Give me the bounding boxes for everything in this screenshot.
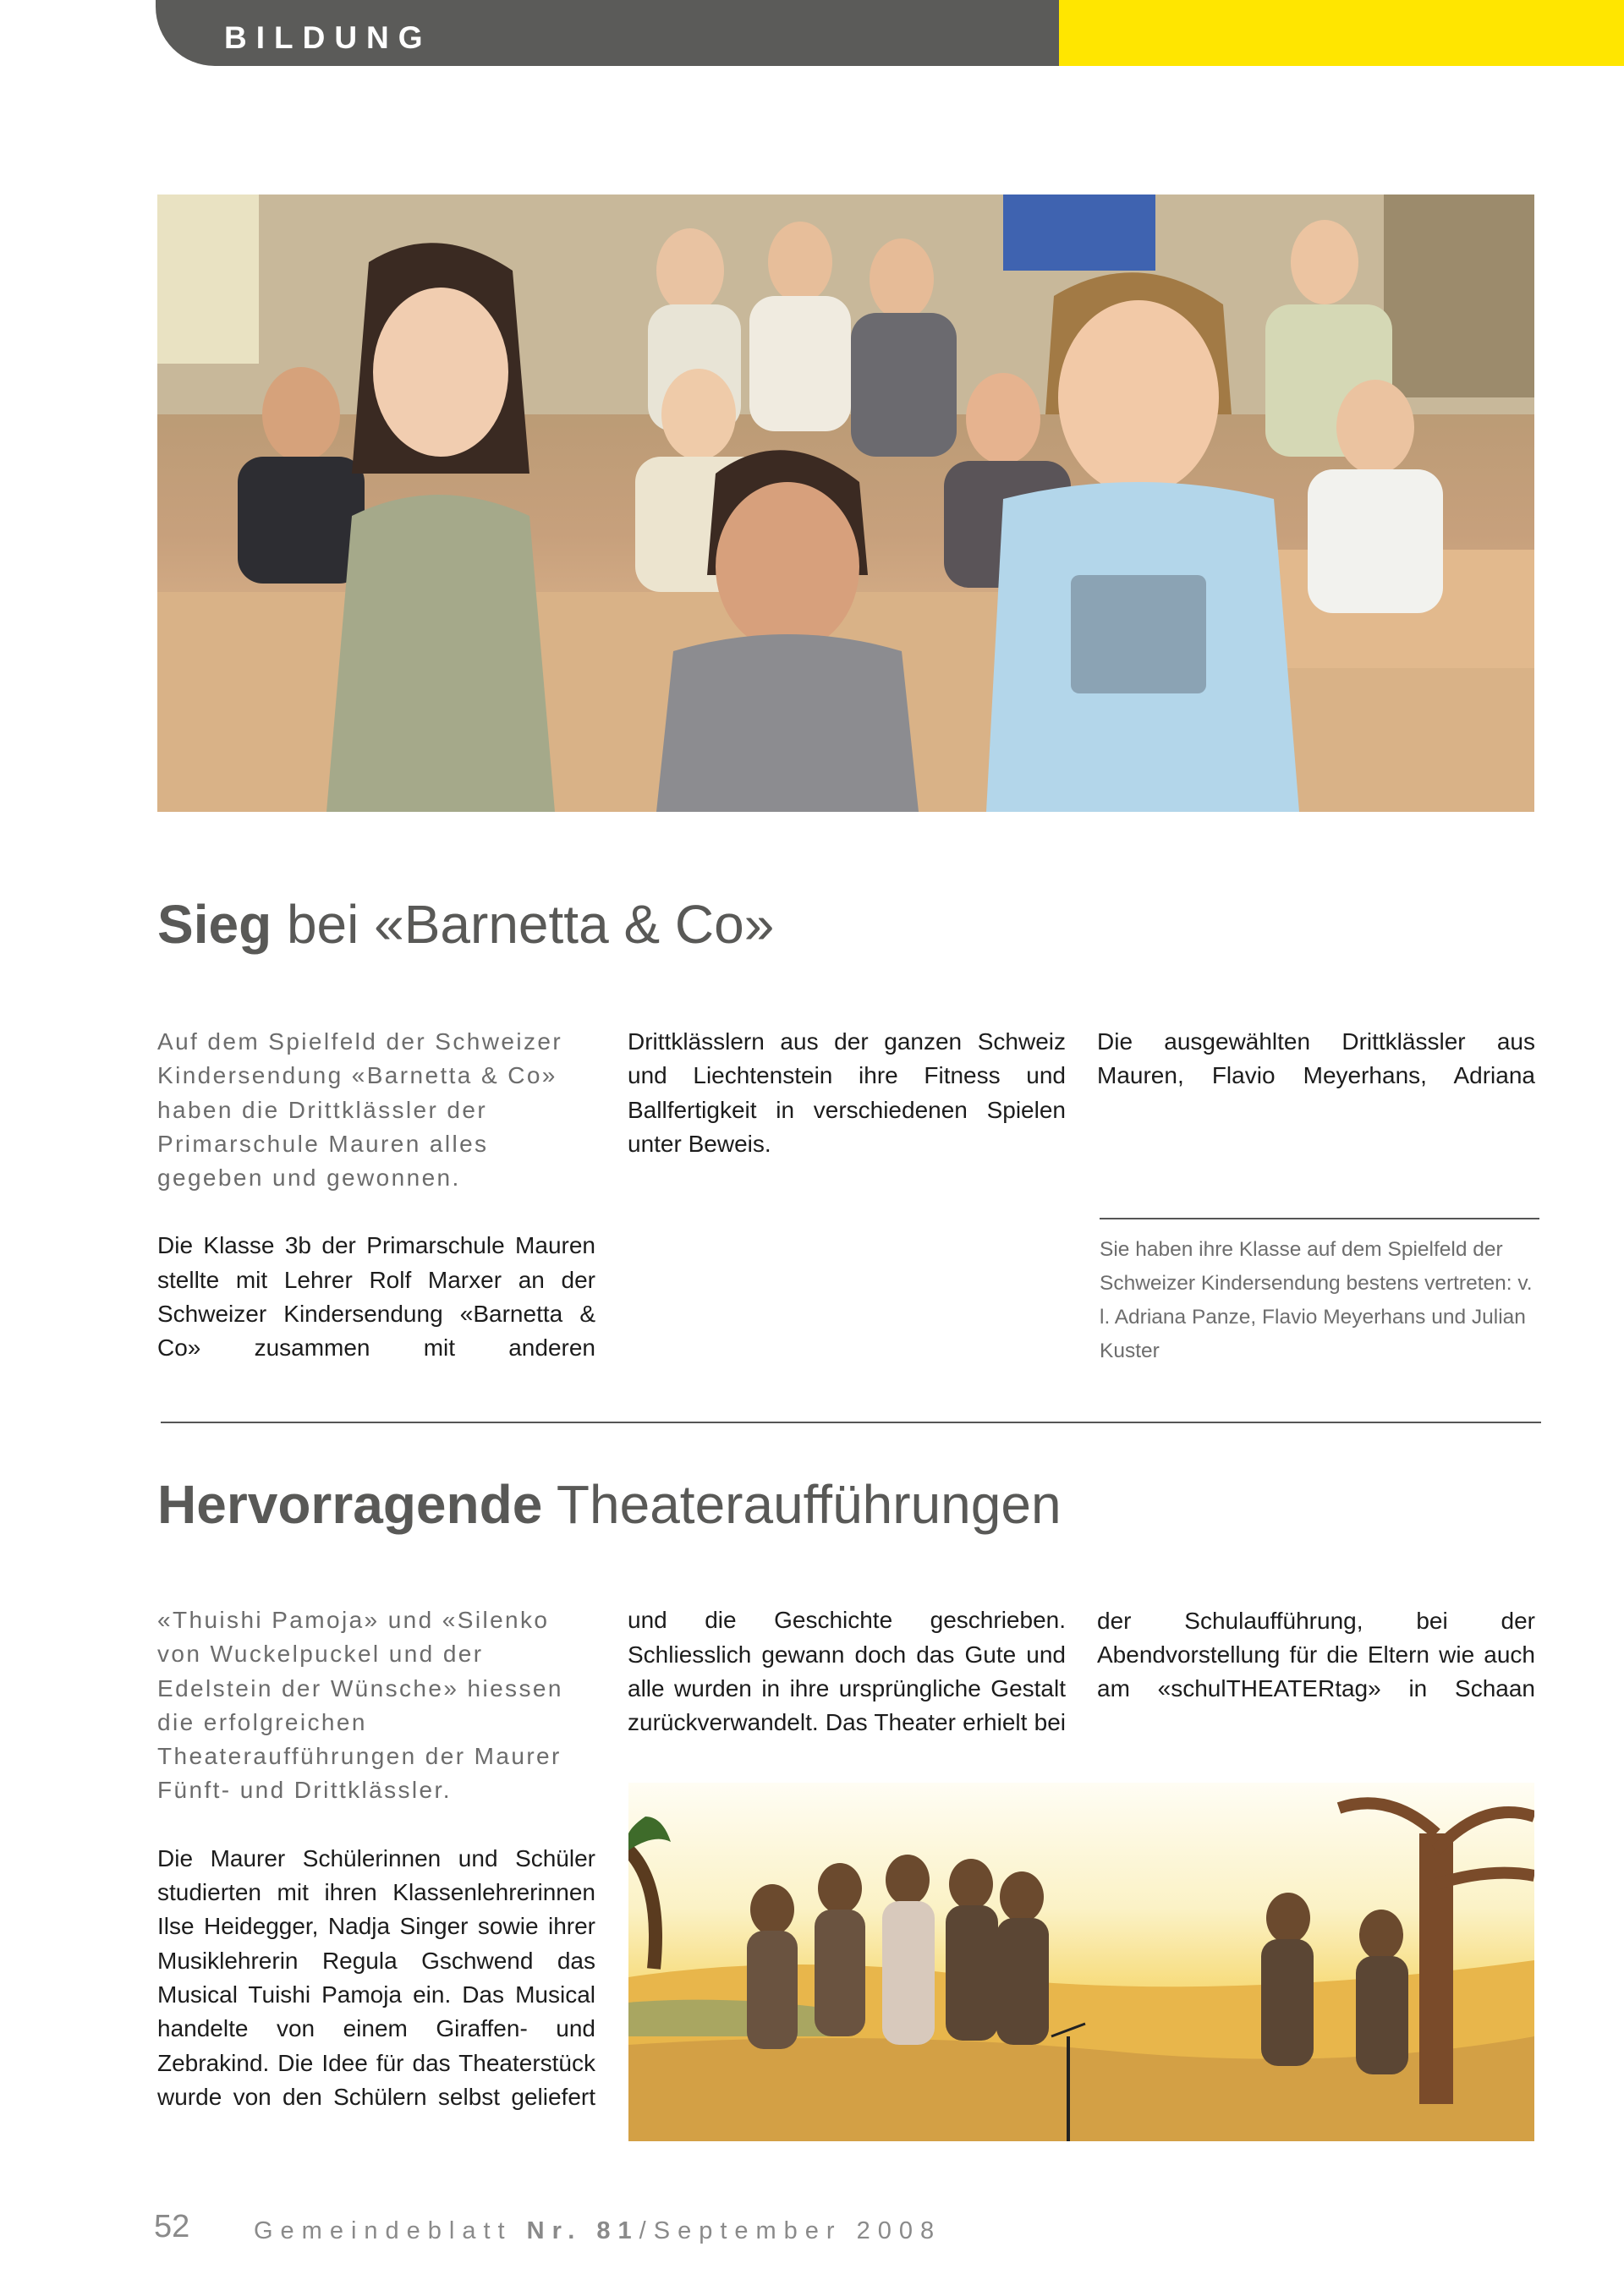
article2-paragraph-1-text: der Schulaufführung, bei der Abendvorstellung für die Eltern wie auch am «schulTHEATERtag» in Schaan [1097,1607,1535,1702]
issue-number: Nr. 81 [526,2217,639,2244]
section-label: BILDUNG [224,20,432,55]
photo-caption: Sie haben ihre Klasse auf dem Spielfeld der Schweizer Kindersendung bestens vertreten: v. l. Adriana Panze, Flavio Meyerhans und Julian Kuster [1100,1238,1533,1362]
theatre-photo [628,1783,1534,2141]
page-number: 52 [154,2209,190,2244]
article1-lead: Auf dem Spielfeld der Schweizer Kindersendung «Barnetta & Co» haben die Drittklässler der Primarschule Mauren alles gegeben und gewonnen. [157,1028,563,1192]
article2-paragraph-1-cont [628,1603,1066,1740]
article1-column-1 [157,1025,595,1365]
class-photo-illustration [157,195,1534,812]
article1-column-3 [1097,1025,1535,1093]
title-bold: Hervorragende [157,1474,543,1535]
publication-footer [254,2217,941,2245]
article2-paragraph-1: Die Maurer Schülerinnen und Schüler studierten mit ihren Klassenlehrerinnen Ilse Heidegger, Nadja Singer sowie ihrer Musiklehrerin Regula Gschwend das Musical Tuishi Pamoja ein. Das Musical handelte von einem Giraffen- und Zebrakind. Die Idee für das Theaterstück wurde von den Schülern selbst geliefert [157,1844,595,2110]
article1-paragraph-1-text: Drittklässlern aus der ganzen Schweiz und Liechtenstein ihre Fitness und Ballfertigkeit in verschiedenen Spielen unter Beweis. [628,1028,1066,1158]
article1-paragraph-1-cont [628,1025,1066,1161]
publication-name: Gemeindeblatt [254,2217,527,2244]
article2-column-2 [628,1603,1066,1740]
article-divider [161,1422,1541,1423]
title-rest: Theateraufführungen [542,1474,1062,1535]
article2-paragraph-1-end [1097,1603,1535,1706]
article2-column-1 [157,1603,595,2114]
theatre-photo-illustration [628,1783,1534,2141]
article1-paragraph-1: Die Klasse 3b der Primarschule Mauren stellte mit Lehrer Rolf Marxer an der Schweizer Kindersendung «Barnetta & Co» zusammen mit anderen [157,1232,595,1362]
header-accent-bar [1059,0,1624,66]
article1-paragraph-2: Die ausgewählten Drittklässler aus Mauren, Flavio Meyerhans, Adriana [1097,1028,1535,1089]
article2-paragraph-1-text: und die Geschichte geschrieben. Schliesslich gewann doch das Gute und alle wurden in ihre ursprüngliche Gestalt zurückverwandelt. Das Theater erhielt bei [628,1607,1066,1736]
class-photo [157,195,1534,812]
title-bold: Sieg [157,894,272,955]
issue-date: /September 2008 [639,2217,942,2244]
article2-column-3 [1097,1603,1535,1706]
article2-lead: «Thuishi Pamoja» und «Silenko von Wuckelpuckel und der Edelstein der Wünsche» hiessen die erfolgreichen Theateraufführungen der Maurer Fünft- und Drittklässler. [157,1607,563,1804]
article-title [157,1473,1062,1536]
article1-column-2 [628,1025,1066,1367]
article-title [157,893,774,956]
caption-rule [1100,1218,1539,1219]
title-rest: bei «Barnetta & Co» [272,894,775,955]
